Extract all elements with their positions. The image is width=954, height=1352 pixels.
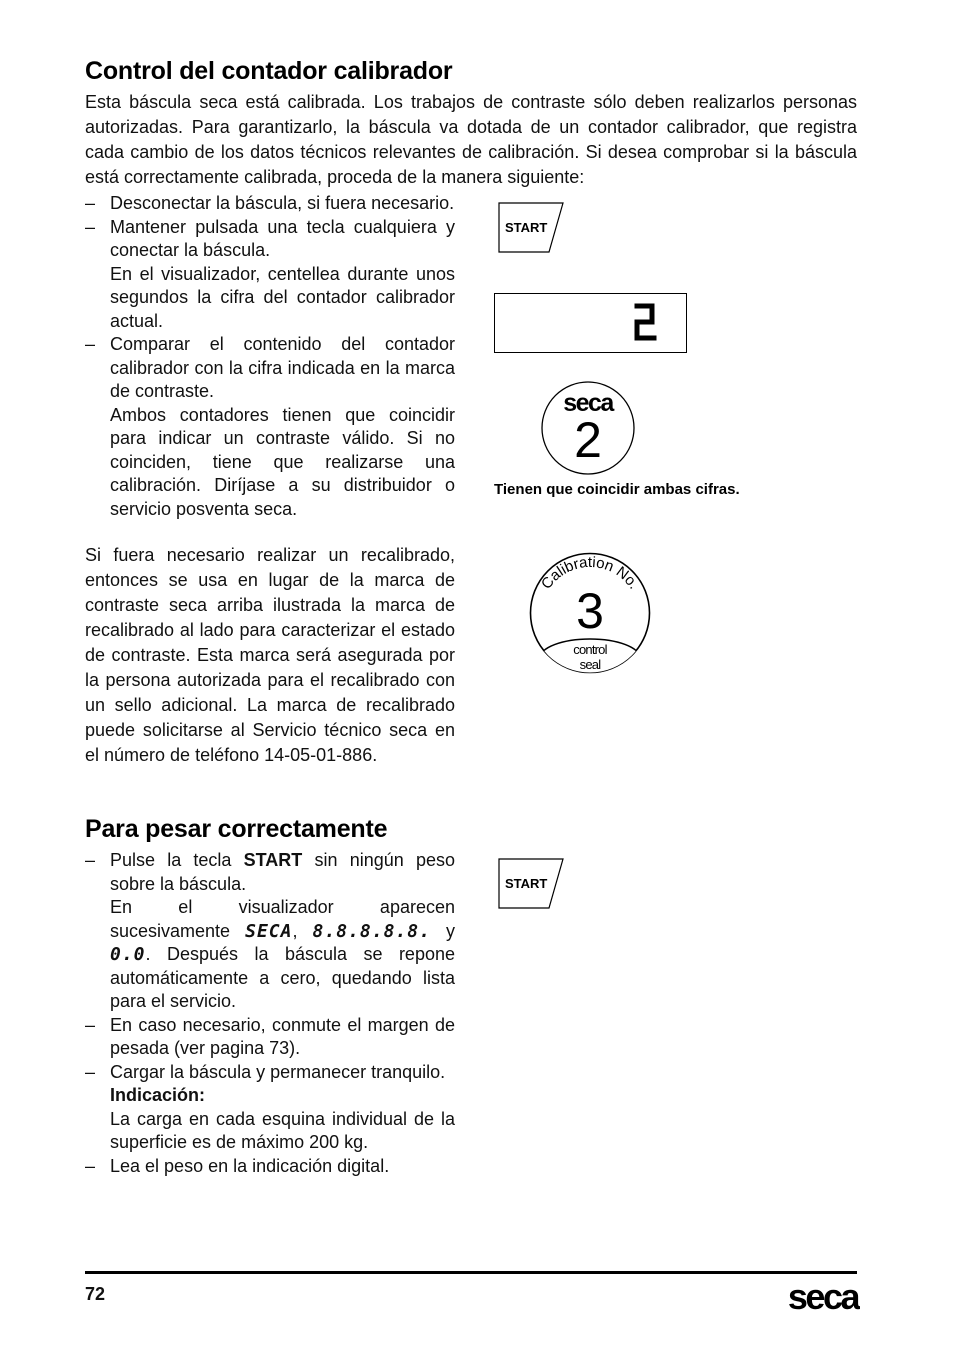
list-item <box>85 849 455 1014</box>
recalibration-paragraph: Si fuera necesario realizar un recalibrado, entonces se usa en lugar de la marca de contraste seca arriba ilustrada la marca de recalibrado al lado para caracterizar el estado de contraste. Esta marca será asegurada por la persona autorizada para el recalibrado con un sello adicional. La marca de recalibrado puede solicitarse al Servicio técnico seca en el número de teléfono 14-05-01-886. <box>85 545 455 765</box>
step-note: Ambos contadores tienen que coincidir para indicar un contraste válido. Si no coinciden, tiene que realizarse una calibración. Diríjase a su distribuidor o servicio posventa seca. <box>110 404 455 519</box>
list-item <box>85 333 455 521</box>
display-digit <box>495 294 686 352</box>
start-key-reference: START <box>243 850 303 870</box>
calibration-steps-list <box>85 192 455 521</box>
step-text: – Desconectar la báscula, si fuera necesario. <box>110 193 455 213</box>
svg-text:2: 2 <box>574 412 602 468</box>
step-text: – Mantener pulsada una tecla cualquiera y conectar la báscula. <box>110 216 455 260</box>
page-number: 72 <box>85 1284 106 1304</box>
figure-caption: Tienen que coincidir ambas cifras. <box>494 481 740 498</box>
list-item <box>85 1014 455 1061</box>
lcd-text-segments: 8.8.8.8.8. <box>312 920 431 942</box>
lcd-text-zero: 0.0 <box>110 944 146 965</box>
step-text: – Lea el peso en la indicación digital. <box>110 1155 390 1176</box>
list-item <box>85 1155 455 1179</box>
step-note: En el visualizador aparecen sucesivamente SECA, 8.8.8.8.8. y 0.0. Después la báscula se repone automáticamente a cero, quedando lista para el servicio. <box>110 897 455 1011</box>
svg-text:Calibration No.: Calibration No. <box>537 553 643 593</box>
weighing-steps-list <box>85 849 455 1178</box>
start-key-icon <box>498 202 568 254</box>
svg-text:START: START <box>505 876 548 891</box>
intro-paragraph: Esta báscula seca está calibrada. Los trabajos de contraste sólo deben realizarlos personas autorizadas. Para garantizarlo, la báscula va dotada de un contador calibrador, que registra cada cambio de los datos técnicos relevantes de calibración. Si desea comprobar si la báscula está correctamente calibrada, proceda de la manera siguiente: <box>85 92 857 187</box>
indication-label: Indicación: <box>110 1085 206 1105</box>
step-text: – Pulse la tecla START sin ningún peso sobre la báscula. <box>110 850 455 894</box>
section-title-weigh-correctly: Para pesar correctamente <box>85 815 388 843</box>
svg-text:3: 3 <box>576 583 604 639</box>
list-item <box>85 216 455 334</box>
scale-display <box>494 293 687 353</box>
svg-text:seca: seca <box>563 389 613 417</box>
lcd-text-seca: SECA <box>245 920 293 942</box>
svg-text:control: control <box>573 642 607 657</box>
list-item <box>85 1061 455 1155</box>
list-item <box>85 192 455 216</box>
step-text: – En caso necesario, conmute el margen de pesada (ver pagina 73). <box>110 1014 455 1058</box>
start-key-icon <box>498 858 568 910</box>
step-note: En el visualizador, centellea durante unos segundos la cifra del contador calibrador actual. <box>110 263 455 331</box>
footer-rule <box>85 1271 857 1274</box>
step-text: – Comparar el contenido del contador calibrador con la cifra indicada en la marca de contraste. <box>110 334 455 401</box>
svg-text:seca: seca <box>787 1276 858 1316</box>
svg-text:START: START <box>505 220 548 235</box>
seca-logo <box>776 1276 860 1316</box>
seca-seal-icon <box>539 379 639 477</box>
calibration-seal-icon <box>527 550 653 676</box>
svg-text:seal: seal <box>579 657 601 672</box>
section-title-calibration-counter: Control del contador calibrador <box>85 57 453 85</box>
step-text: – Cargar la báscula y permanecer tranquilo. <box>110 1061 446 1082</box>
indication-text: La carga en cada esquina individual de la superficie es de máximo 200 kg. <box>110 1108 455 1152</box>
